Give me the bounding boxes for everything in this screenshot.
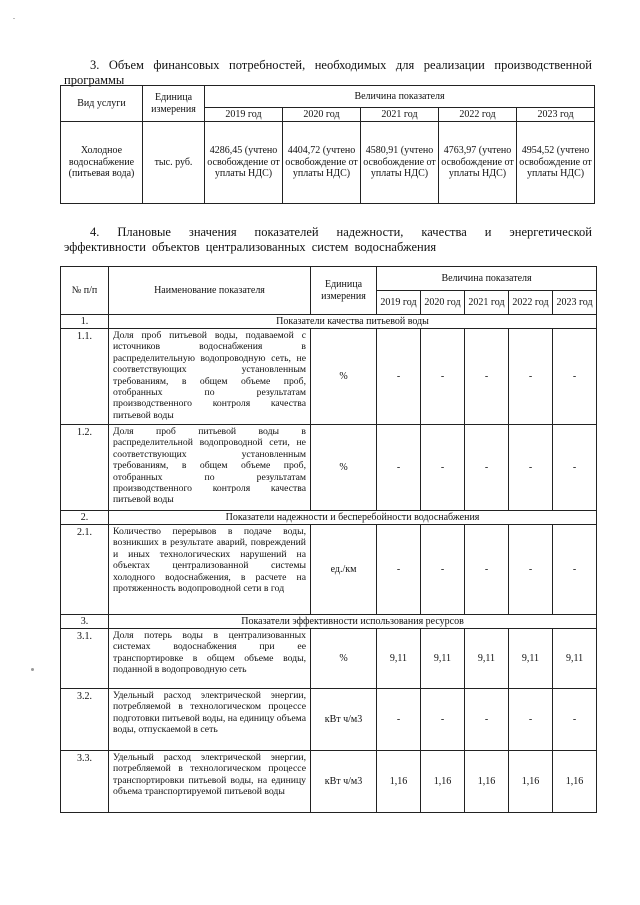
col-header-num: № п/п (61, 267, 109, 315)
unit-cell: кВт ч/м3 (311, 689, 377, 751)
year-header: 2022 год (439, 108, 517, 122)
value-cell: 1,16 (377, 751, 421, 813)
service-name: Холодное водоснабжение (питьевая вода) (61, 122, 143, 204)
year-header: 2019 год (377, 291, 421, 315)
unit-cell: % (311, 425, 377, 511)
section-3-heading: 3. Объем финансовых потребностей, необходимых для реализации производственной программы (64, 58, 592, 87)
unit-cell: кВт ч/м3 (311, 751, 377, 813)
value-cell: 4404,72 (учтено освобождение от уплаты НДС) (283, 122, 361, 204)
year-header: 2020 год (421, 291, 465, 315)
value-cell: - (377, 689, 421, 751)
year-header: 2021 год (465, 291, 509, 315)
value-cell: - (421, 329, 465, 425)
value-cell: - (553, 329, 597, 425)
indicator-name: Удельный расход электрической энергии, потребляемой в технологическом процессе подготовки питьевой воды, на единицу объема воды, отпускаемой в сеть (109, 689, 311, 751)
value-cell: - (421, 525, 465, 615)
value-cell: - (465, 329, 509, 425)
value-cell: - (377, 425, 421, 511)
row-num: 3.3. (61, 751, 109, 813)
group-num: 1. (61, 315, 109, 329)
year-header: 2020 год (283, 108, 361, 122)
value-cell: - (377, 329, 421, 425)
value-cell: 1,16 (421, 751, 465, 813)
row-num: 3.1. (61, 629, 109, 689)
value-cell: - (553, 689, 597, 751)
unit-cell: % (311, 329, 377, 425)
group-num: 2. (61, 511, 109, 525)
col-header-unit: Единица измерения (311, 267, 377, 315)
col-header-name: Наименование показателя (109, 267, 311, 315)
indicator-name: Доля потерь воды в централизованных системах водоснабжения при ее транспортировке в общем объеме воды, поданной в водопроводную сеть (109, 629, 311, 689)
value-cell: 1,16 (553, 751, 597, 813)
value-cell: 1,16 (509, 751, 553, 813)
indicator-name: Удельный расход электрической энергии, потребляемой в технологическом процессе транспортировки питьевой воды, на единицу объема транспортируемой питьевой воды (109, 751, 311, 813)
group-num: 3. (61, 615, 109, 629)
row-num: 1.2. (61, 425, 109, 511)
value-cell: 9,11 (465, 629, 509, 689)
value-cell: - (553, 525, 597, 615)
unit-cell: тыс. руб. (143, 122, 205, 204)
value-cell: - (465, 525, 509, 615)
value-cell: 9,11 (377, 629, 421, 689)
row-num: 3.2. (61, 689, 109, 751)
value-cell: - (377, 525, 421, 615)
col-header-unit: Единица измерения (143, 86, 205, 122)
group-title: Показатели качества питьевой воды (109, 315, 597, 329)
value-cell: 4954,52 (учтено освобождение от уплаты НДС) (517, 122, 595, 204)
value-cell: - (421, 425, 465, 511)
unit-cell: ед./км (311, 525, 377, 615)
value-cell: - (421, 689, 465, 751)
value-cell: 9,11 (421, 629, 465, 689)
year-header: 2019 год (205, 108, 283, 122)
row-num: 1.1. (61, 329, 109, 425)
col-header-value: Величина показателя (205, 86, 595, 108)
value-cell: - (509, 329, 553, 425)
scan-speck (13, 18, 15, 19)
year-header: 2021 год (361, 108, 439, 122)
scan-speck (31, 668, 34, 671)
indicator-name: Доля проб питьевой воды в распределительной водопроводной сети, не соответствующих установленным требованиям, в общем объеме проб, отобранных по результатам производственного контроля качества питьевой воды (109, 425, 311, 511)
year-header: 2023 год (553, 291, 597, 315)
value-cell: 4286,45 (учтено освобождение от уплаты НДС) (205, 122, 283, 204)
col-header-service: Вид услуги (61, 86, 143, 122)
reliability-indicators-table (60, 266, 597, 813)
indicator-name: Количество перерывов в подаче воды, возникших в результате аварий, повреждений и иных технологических нарушений на объектах централизованной системы холодного водоснабжения, в расчете на протяженность водопроводной сети в год (109, 525, 311, 615)
indicator-name: Доля проб питьевой воды, подаваемой с источников водоснабжения в распределительную водопроводную сеть, не соответствующих установленным требованиям, в общем объеме проб, отобранных по результатам производственного контроля качества питьевой воды (109, 329, 311, 425)
value-cell: - (553, 425, 597, 511)
section-4-heading: 4. Плановые значения показателей надежности, качества и энергетической эффективности объектов централизованных систем водоснабжения (64, 225, 592, 254)
year-header: 2022 год (509, 291, 553, 315)
value-cell: - (509, 525, 553, 615)
value-cell: 9,11 (509, 629, 553, 689)
unit-cell: % (311, 629, 377, 689)
year-header: 2023 год (517, 108, 595, 122)
value-cell: 1,16 (465, 751, 509, 813)
value-cell: - (509, 689, 553, 751)
col-header-value: Величина показателя (377, 267, 597, 291)
value-cell: - (465, 425, 509, 511)
value-cell: - (509, 425, 553, 511)
group-title: Показатели эффективности использования ресурсов (109, 615, 597, 629)
group-title: Показатели надежности и бесперебойности водоснабжения (109, 511, 597, 525)
value-cell: - (465, 689, 509, 751)
value-cell: 4763,97 (учтено освобождение от уплаты НДС) (439, 122, 517, 204)
value-cell: 9,11 (553, 629, 597, 689)
financial-needs-table (60, 85, 595, 204)
row-num: 2.1. (61, 525, 109, 615)
value-cell: 4580,91 (учтено освобождение от уплаты НДС) (361, 122, 439, 204)
